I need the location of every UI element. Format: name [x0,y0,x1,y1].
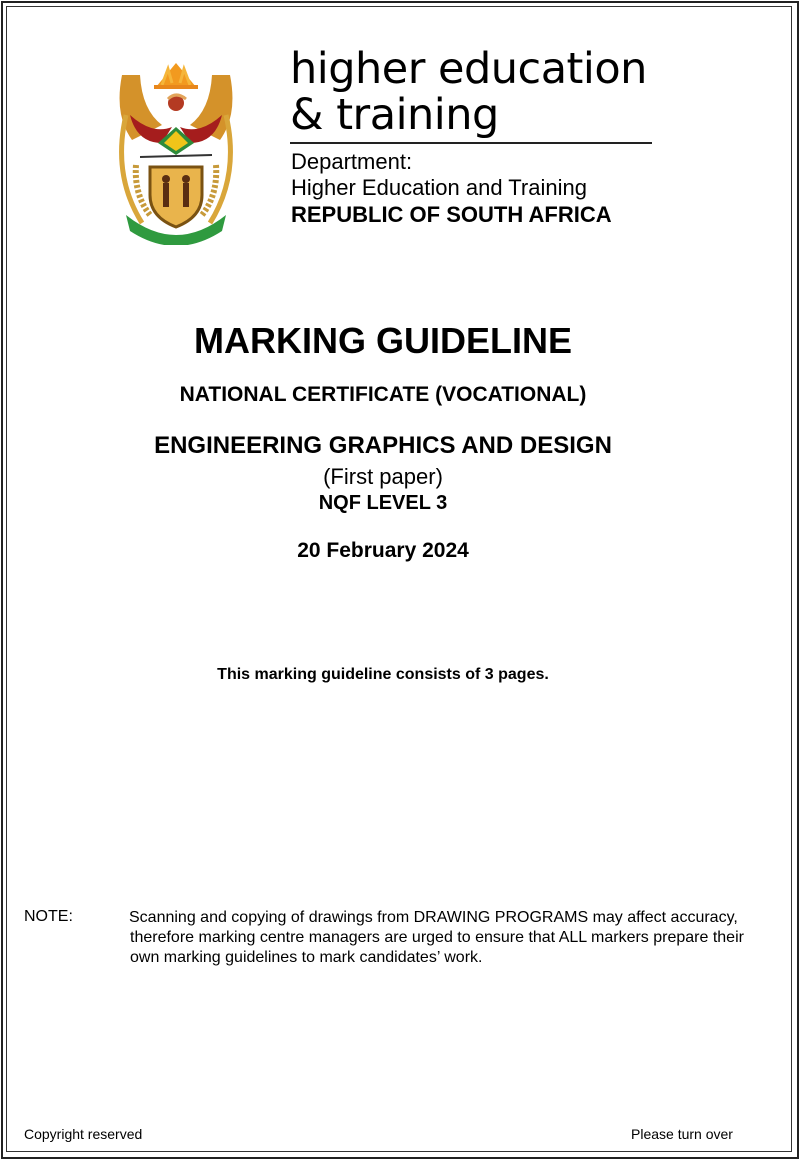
exam-date: 20 February 2024 [297,539,469,562]
department-name: Higher Education and Training [291,175,587,200]
subject-name: ENGINEERING GRAPHICS AND DESIGN [154,432,612,459]
brand-wordmark [290,46,647,138]
page-count-note: This marking guideline consists of 3 pages. [217,666,549,683]
paper-number: (First paper) [323,464,443,489]
coat-of-arms-logo [112,55,240,245]
certificate-name: NATIONAL CERTIFICATE (VOCATIONAL) [179,383,587,406]
department-block [291,149,587,201]
note-label: NOTE: [24,908,73,925]
department-label: Department: [291,149,413,174]
country-name: REPUBLIC OF SOUTH AFRICA [291,202,612,227]
note-text: Scanning and copying of drawings from DRAWING PROGRAMS may affect accuracy, therefore marking centre managers are urged to ensure that ALL markers prepare their own marking guidelines to mark candidates’ work. [129,909,744,966]
brand-line-2: & training [290,90,499,140]
footer-copyright: Copyright reserved [24,1126,143,1142]
footer-turn-over: Please turn over [631,1126,733,1142]
nqf-level: NQF LEVEL 3 [318,492,448,514]
document-title: MARKING GUIDELINE [194,320,572,361]
brand-line-1: higher education [290,44,647,94]
brand-divider [290,142,652,144]
